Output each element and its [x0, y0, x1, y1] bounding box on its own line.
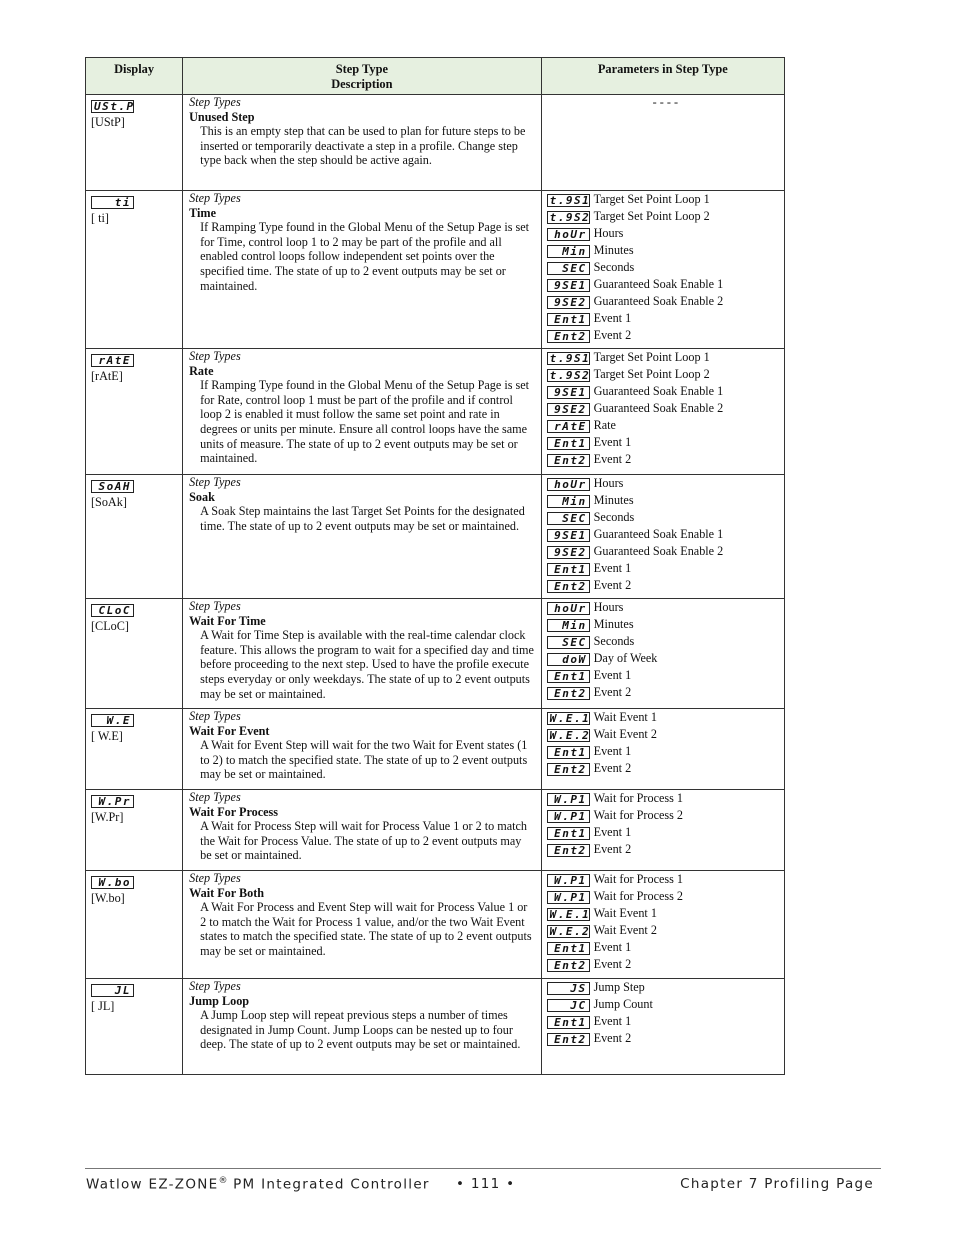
list-item: [547, 922, 784, 939]
param-label: Hours: [593, 476, 624, 490]
param-label: Event 1: [593, 561, 632, 575]
seven-segment-display: Min: [547, 619, 590, 632]
step-description: A Soak Step maintains the last Target Set Points for the designated time. The state of up to 2 event outputs may be set or maintained.: [200, 504, 525, 533]
seven-segment-display: W.Pr: [91, 795, 134, 808]
step-name: Soak: [189, 489, 215, 504]
list-item: [547, 577, 784, 594]
seven-segment-display: CLoC: [91, 604, 134, 617]
list-item: [547, 451, 784, 468]
seven-segment-display: 9SE1: [547, 386, 590, 399]
table-row: [86, 349, 785, 475]
list-item: [547, 1030, 784, 1047]
list-item: [547, 560, 784, 577]
seven-segment-display: Ent1: [547, 437, 590, 450]
list-item: [547, 807, 784, 824]
param-label: Target Set Point Loop 1: [593, 350, 710, 364]
list-item: [547, 956, 784, 973]
param-label: Event 1: [593, 940, 632, 954]
display-cell: [86, 871, 183, 979]
step-types-caption: Step Types: [189, 349, 241, 363]
step-name: Rate: [189, 363, 214, 378]
seven-segment-display: rAtE: [547, 420, 590, 433]
step-name: Wait For Process: [189, 804, 279, 819]
param-label: Jump Step: [593, 980, 645, 994]
list-item: [547, 871, 784, 888]
list-item: [547, 599, 784, 616]
list-item: [547, 939, 784, 956]
param-list: [547, 979, 784, 1047]
param-label: Guaranteed Soak Enable 2: [593, 401, 724, 415]
list-item: [547, 684, 784, 701]
param-label: Event 2: [593, 452, 632, 466]
display-abbreviation: [W.bo]: [91, 890, 125, 905]
header-display: Display: [86, 58, 183, 95]
table-row: [86, 871, 785, 979]
list-item: [547, 417, 784, 434]
list-item: [547, 996, 784, 1013]
seven-segment-display: t.9S1: [547, 352, 590, 365]
param-label: Rate: [593, 418, 616, 432]
params-cell: [541, 349, 784, 475]
seven-segment-display: SEC: [547, 512, 590, 525]
table-row: [86, 599, 785, 709]
param-label: Minutes: [593, 493, 634, 507]
param-label: Wait Event 1: [593, 906, 657, 920]
description-cell: [183, 709, 542, 790]
seven-segment-display: W.P1: [547, 793, 590, 806]
seven-segment-display: rAtE: [91, 354, 134, 367]
list-item: [547, 760, 784, 777]
display-abbreviation: [ W.E]: [91, 728, 123, 743]
list-item: [547, 293, 784, 310]
step-name: Wait For Time: [189, 613, 266, 628]
param-label: Event 1: [593, 668, 632, 682]
display-cell: [86, 709, 183, 790]
display-cell: [86, 191, 183, 349]
table-row: [86, 95, 785, 191]
param-label: Wait for Process 2: [593, 889, 684, 903]
param-label: Target Set Point Loop 1: [593, 192, 710, 206]
param-label: Event 2: [593, 578, 632, 592]
seven-segment-display: W.P1: [547, 891, 590, 904]
table-header-row: [86, 58, 785, 95]
param-label: Wait Event 2: [593, 727, 657, 741]
param-label: Event 1: [593, 435, 632, 449]
step-name: Wait For Both: [189, 885, 265, 900]
seven-segment-display: ti: [91, 196, 134, 209]
seven-segment-display: 9SE2: [547, 546, 590, 559]
seven-segment-display: W.bo: [91, 876, 134, 889]
seven-segment-display: t.9S1: [547, 194, 590, 207]
param-label: Day of Week: [593, 651, 658, 665]
param-label: Hours: [593, 226, 624, 240]
table-row: [86, 709, 785, 790]
seven-segment-display: W.P1: [547, 810, 590, 823]
description-cell: [183, 979, 542, 1075]
seven-segment-display: Ent2: [547, 844, 590, 857]
seven-segment-display: Ent2: [547, 687, 590, 700]
param-list: [547, 349, 784, 468]
param-label: Event 2: [593, 957, 632, 971]
params-cell: [541, 871, 784, 979]
list-item: [547, 492, 784, 509]
seven-segment-display: 9SE1: [547, 279, 590, 292]
seven-segment-display: W.E.1: [547, 712, 590, 725]
description-cell: [183, 191, 542, 349]
list-item: [547, 888, 784, 905]
seven-segment-display: W.E.2: [547, 925, 590, 938]
step-description: A Wait for Event Step will wait for the two Wait for Event states (1 to 2) to match the specified state. The state of up to 2 event outputs may be set or maintained.: [200, 738, 528, 782]
list-item: [547, 726, 784, 743]
params-cell: [541, 790, 784, 871]
param-list: [547, 871, 784, 973]
step-description: A Wait for Time Step is available with the real-time calendar clock feature. This allows the program to wait for a specified day and time before proceeding to the next step. Used to have the profile execute steps everyday or only weekdays. The state of up to 2 event outputs may be set or maintained.: [200, 628, 534, 701]
seven-segment-display: Ent2: [547, 959, 590, 972]
description-cell: [183, 95, 542, 191]
table-row: [86, 475, 785, 599]
step-name: Unused Step: [189, 109, 255, 124]
header-step-type: Step Type Description: [183, 58, 542, 95]
seven-segment-display: JC: [547, 999, 590, 1012]
param-label: Event 1: [593, 311, 632, 325]
param-list: [547, 790, 784, 858]
list-item: [547, 225, 784, 242]
list-item: [547, 526, 784, 543]
list-item: [547, 310, 784, 327]
page-footer: [86, 1176, 876, 1196]
list-item: [547, 650, 784, 667]
footer-title: Watlow EZ-ZONE® PM Integrated Controller: [86, 1176, 430, 1193]
list-item: [547, 383, 784, 400]
step-types-caption: Step Types: [189, 599, 241, 613]
step-types-caption: Step Types: [189, 709, 241, 723]
display-abbreviation: [UStP]: [91, 114, 125, 129]
seven-segment-display: JS: [547, 982, 590, 995]
param-label: Event 1: [593, 825, 632, 839]
param-label: Event 1: [593, 744, 632, 758]
step-description: A Jump Loop step will repeat previous steps a number of times designated in Jump Count. Jump Loops can be nested up to four deep. The state of up to 2 event outputs may be set or maintained.: [200, 1008, 521, 1052]
step-description: If Ramping Type found in the Global Menu of the Setup Page is set for Rate, control loop 1 must be part of the profile and if control loop 2 is enabled it must follow the same set point and rate in degrees or units per minute. Ensure all control loops have the same units of measure. The state of up to 2 event outputs may be set or maintained.: [200, 378, 530, 466]
seven-segment-display: Min: [547, 245, 590, 258]
page-number: • 111 •: [456, 1176, 516, 1192]
seven-segment-display: Ent1: [547, 746, 590, 759]
step-types-caption: Step Types: [189, 979, 241, 993]
seven-segment-display: Ent1: [547, 670, 590, 683]
seven-segment-display: W.P1: [547, 874, 590, 887]
param-label: Target Set Point Loop 2: [593, 209, 710, 223]
param-label: Event 2: [593, 685, 632, 699]
seven-segment-display: Ent2: [547, 454, 590, 467]
param-list: [547, 475, 784, 594]
param-label: Guaranteed Soak Enable 1: [593, 277, 724, 291]
param-label: Event 2: [593, 761, 632, 775]
list-item: [547, 743, 784, 760]
display-cell: [86, 349, 183, 475]
list-item: [547, 905, 784, 922]
seven-segment-display: Ent2: [547, 580, 590, 593]
step-types-caption: Step Types: [189, 871, 241, 885]
seven-segment-display: USt.P: [91, 100, 134, 113]
list-item: [547, 366, 784, 383]
param-label: Guaranteed Soak Enable 2: [593, 544, 724, 558]
display-abbreviation: [W.Pr]: [91, 809, 124, 824]
list-item: [547, 509, 784, 526]
display-cell: [86, 475, 183, 599]
display-cell: [86, 979, 183, 1075]
display-abbreviation: [CLoC]: [91, 618, 129, 633]
list-item: [547, 191, 784, 208]
description-cell: [183, 475, 542, 599]
display-abbreviation: [SoAk]: [91, 494, 127, 509]
params-cell: [541, 979, 784, 1075]
seven-segment-display: W.E.2: [547, 729, 590, 742]
seven-segment-display: Ent2: [547, 330, 590, 343]
seven-segment-display: JL: [91, 984, 134, 997]
seven-segment-display: SEC: [547, 262, 590, 275]
list-item: [547, 276, 784, 293]
seven-segment-display: hoUr: [547, 602, 590, 615]
param-label: Guaranteed Soak Enable 1: [593, 527, 724, 541]
param-label: Seconds: [593, 260, 635, 274]
list-item: [547, 543, 784, 560]
description-cell: [183, 790, 542, 871]
description-cell: [183, 599, 542, 709]
param-label: Seconds: [593, 510, 635, 524]
param-label: Wait for Process 1: [593, 872, 684, 886]
params-cell: [541, 599, 784, 709]
seven-segment-display: doW: [547, 653, 590, 666]
seven-segment-display: Ent1: [547, 313, 590, 326]
list-item: [547, 400, 784, 417]
param-label: Guaranteed Soak Enable 2: [593, 294, 724, 308]
seven-segment-display: Min: [547, 495, 590, 508]
step-types-caption: Step Types: [189, 191, 241, 205]
param-list: [547, 709, 784, 777]
param-label: Guaranteed Soak Enable 1: [593, 384, 724, 398]
table-row: [86, 790, 785, 871]
seven-segment-display: 9SE2: [547, 403, 590, 416]
list-item: [547, 667, 784, 684]
seven-segment-display: hoUr: [547, 478, 590, 491]
table-row: [86, 191, 785, 349]
step-description: A Wait for Process Step will wait for Process Value 1 or 2 to match the Wait for Process Value. The state of up to 2 event outputs may be set or maintained.: [200, 819, 528, 863]
list-item: [547, 434, 784, 451]
seven-segment-display: t.9S2: [547, 211, 590, 224]
list-item: [547, 616, 784, 633]
seven-segment-display: W.E: [91, 714, 134, 727]
chapter-title: Chapter 7 Profiling Page: [680, 1176, 874, 1192]
seven-segment-display: 9SE1: [547, 529, 590, 542]
list-item: [547, 709, 784, 726]
params-cell: [541, 709, 784, 790]
step-types-caption: Step Types: [189, 790, 241, 804]
step-type-table: [85, 57, 785, 1075]
seven-segment-display: Ent1: [547, 1016, 590, 1029]
step-description: A Wait For Process and Event Step will wait for Process Value 1 or 2 to match the Wait for Process 1 value, and/or the two Wait Event states to match the specified state. The state of up to 2 event outputs may be set or maintained.: [200, 900, 532, 958]
display-cell: [86, 599, 183, 709]
param-list: [547, 191, 784, 344]
list-item: [547, 841, 784, 858]
no-params: - - - -: [652, 95, 678, 109]
param-label: Hours: [593, 600, 624, 614]
params-cell: [541, 95, 784, 191]
step-types-caption: Step Types: [189, 95, 241, 109]
list-item: [547, 790, 784, 807]
param-label: Wait Event 1: [593, 710, 657, 724]
list-item: [547, 327, 784, 344]
list-item: [547, 633, 784, 650]
param-label: Event 1: [593, 1014, 632, 1028]
param-label: Wait for Process 1: [593, 791, 684, 805]
list-item: [547, 1013, 784, 1030]
seven-segment-display: SoAH: [91, 480, 134, 493]
display-abbreviation: [rAtE]: [91, 368, 123, 383]
step-name: Time: [189, 205, 216, 220]
description-cell: [183, 349, 542, 475]
param-label: Event 2: [593, 328, 632, 342]
param-label: Minutes: [593, 617, 634, 631]
display-cell: [86, 95, 183, 191]
step-description: This is an empty step that can be used to plan for future steps to be inserted or temporarily deactivate a step in a profile. Change step type back when the step should be active again.: [200, 124, 526, 168]
table-row: [86, 979, 785, 1075]
seven-segment-display: Ent1: [547, 942, 590, 955]
description-cell: [183, 871, 542, 979]
param-label: Minutes: [593, 243, 634, 257]
seven-segment-display: SEC: [547, 636, 590, 649]
seven-segment-display: Ent1: [547, 563, 590, 576]
display-abbreviation: [ JL]: [91, 998, 115, 1013]
step-name: Wait For Event: [189, 723, 270, 738]
seven-segment-display: W.E.1: [547, 908, 590, 921]
param-label: Event 2: [593, 842, 632, 856]
seven-segment-display: hoUr: [547, 228, 590, 241]
seven-segment-display: Ent2: [547, 763, 590, 776]
list-item: [547, 259, 784, 276]
seven-segment-display: 9SE2: [547, 296, 590, 309]
step-name: Jump Loop: [189, 993, 250, 1008]
param-label: Target Set Point Loop 2: [593, 367, 710, 381]
param-label: Wait Event 2: [593, 923, 657, 937]
list-item: [547, 242, 784, 259]
list-item: [547, 475, 784, 492]
header-params: Parameters in Step Type: [541, 58, 784, 95]
param-label: Jump Count: [593, 997, 653, 1011]
display-abbreviation: [ ti]: [91, 210, 109, 225]
param-label: Event 2: [593, 1031, 632, 1045]
list-item: [547, 824, 784, 841]
step-types-caption: Step Types: [189, 475, 241, 489]
params-cell: [541, 191, 784, 349]
list-item: [547, 979, 784, 996]
param-label: Seconds: [593, 634, 635, 648]
seven-segment-display: t.9S2: [547, 369, 590, 382]
seven-segment-display: Ent2: [547, 1033, 590, 1046]
list-item: [547, 208, 784, 225]
step-description: If Ramping Type found in the Global Menu of the Setup Page is set for Time, control loop 1 to 2 may be part of the profile and all enabled control loops follow independent set points over the specified time. The state of up to 2 event outputs may be set or maintained.: [200, 220, 530, 293]
display-cell: [86, 790, 183, 871]
seven-segment-display: Ent1: [547, 827, 590, 840]
list-item: [547, 349, 784, 366]
params-cell: [541, 475, 784, 599]
param-list: [547, 599, 784, 701]
param-label: Wait for Process 2: [593, 808, 684, 822]
footer-rule: [85, 1168, 881, 1169]
